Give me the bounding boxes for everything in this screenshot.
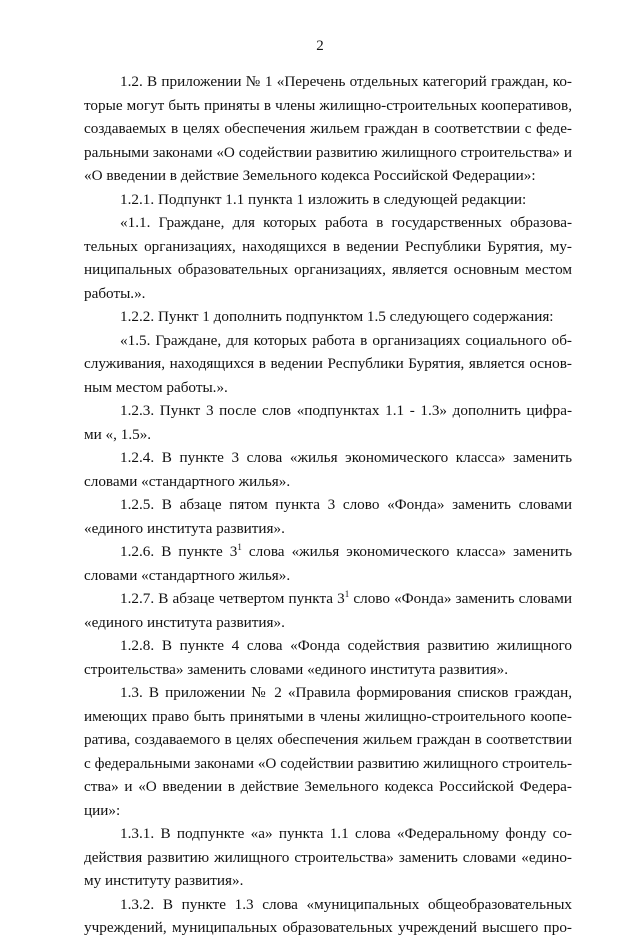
text-line: тельных организациях, находящихся в ведении Республики Бурятия, му-: [84, 237, 572, 255]
document-body: [84, 70, 572, 940]
text-line: 1.2. В приложении № 1 «Перечень отдельных категорий граждан, ко-: [120, 73, 572, 90]
text-line: «1.1. Граждане, для которых работа в государственных образова-: [120, 214, 572, 231]
text-line: строительства» заменить словами «единого института развития».: [84, 660, 508, 678]
text-line: ниципальных образовательных организациях, является основным местом: [84, 261, 572, 278]
text-line: [84, 587, 572, 611]
text-line: с федеральными законами «О содействии развитию жилищного строитель-: [84, 754, 572, 772]
text-line: торые могут быть приняты в члены жилищно-строительных кооперативов,: [84, 96, 572, 114]
text-line: ми «, 1.5».: [84, 425, 152, 443]
text-segment: 1.2.6. В пункте 3: [120, 543, 238, 560]
text-line: 1.2.3. Пункт 3 после слов «подпунктах 1.1 - 1.3» дополнить цифра-: [120, 402, 572, 419]
text-line: 1.2.4. В пункте 3 слова «жилья экономического класса» заменить: [120, 449, 572, 466]
text-line: 1.2.8. В пункте 4 слова «Фонда содействия развитию жилищного: [120, 637, 572, 654]
text-line: словами «стандартного жилья».: [84, 566, 291, 584]
text-line: «1.5. Граждане, для которых работа в организациях социального об-: [120, 331, 572, 349]
text-segment: слова «жилья экономического класса» заменить: [241, 543, 572, 560]
text-line: ства» и «О введении в действие Земельного кодекса Российской Федера-: [84, 778, 572, 795]
text-line: [84, 540, 572, 564]
text-line: ции»:: [84, 801, 121, 819]
text-line: 1.2.5. В абзаце пятом пункта 3 слово «Фонда» заменить словами: [120, 496, 572, 513]
text-line: 1.3. В приложении № 2 «Правила формирования списков граждан,: [120, 684, 572, 701]
text-segment: слово «Фонда» заменить словами: [349, 590, 572, 607]
text-line: создаваемых в целях обеспечения жильем граждан в соответствии с феде-: [84, 120, 572, 137]
text-line: имеющих право быть принятыми в члены жилищно-строительного коопе-: [84, 707, 572, 725]
superscript: 1: [237, 542, 242, 552]
text-line: действия развитию жилищного строительства» заменить словами «едино-: [84, 848, 572, 866]
page-number: 2: [316, 38, 324, 54]
text-line: учреждений, муниципальных образовательных учреждений высшего про-: [84, 919, 572, 936]
text-line: 1.2.2. Пункт 1 дополнить подпунктом 1.5 следующего содержания:: [120, 308, 554, 325]
text-segment: 1.2.7. В абзаце четвертом пункта 3: [120, 590, 345, 607]
text-line: 1.3.2. В пункте 1.3 слова «муниципальных общеобразовательных: [120, 895, 572, 913]
text-line: ратива, создаваемого в целях обеспечения жильем граждан в соответствии: [84, 731, 572, 748]
text-line: му институту развития».: [84, 872, 244, 889]
superscript: 1: [344, 589, 350, 599]
text-line: «О введении в действие Земельного кодекса Российской Федерации»:: [84, 167, 536, 184]
text-line: ральными законами «О содействии развитию жилищного строительства» и: [84, 143, 572, 161]
text-line: служивания, находящихся в ведении Республики Бурятия, является основ-: [84, 355, 572, 372]
text-line: ным местом работы.».: [84, 378, 228, 396]
text-line: работы.».: [84, 284, 146, 302]
text-line: «единого института развития».: [84, 519, 285, 537]
text-line: «единого института развития».: [84, 613, 285, 631]
text-line: словами «стандартного жилья».: [84, 472, 291, 490]
text-line: 1.2.1. Подпункт 1.1 пункта 1 изложить в следующей редакции:: [120, 190, 527, 208]
text-line: 1.3.1. В подпункте «а» пункта 1.1 слова «Федеральному фонду со-: [120, 825, 572, 842]
